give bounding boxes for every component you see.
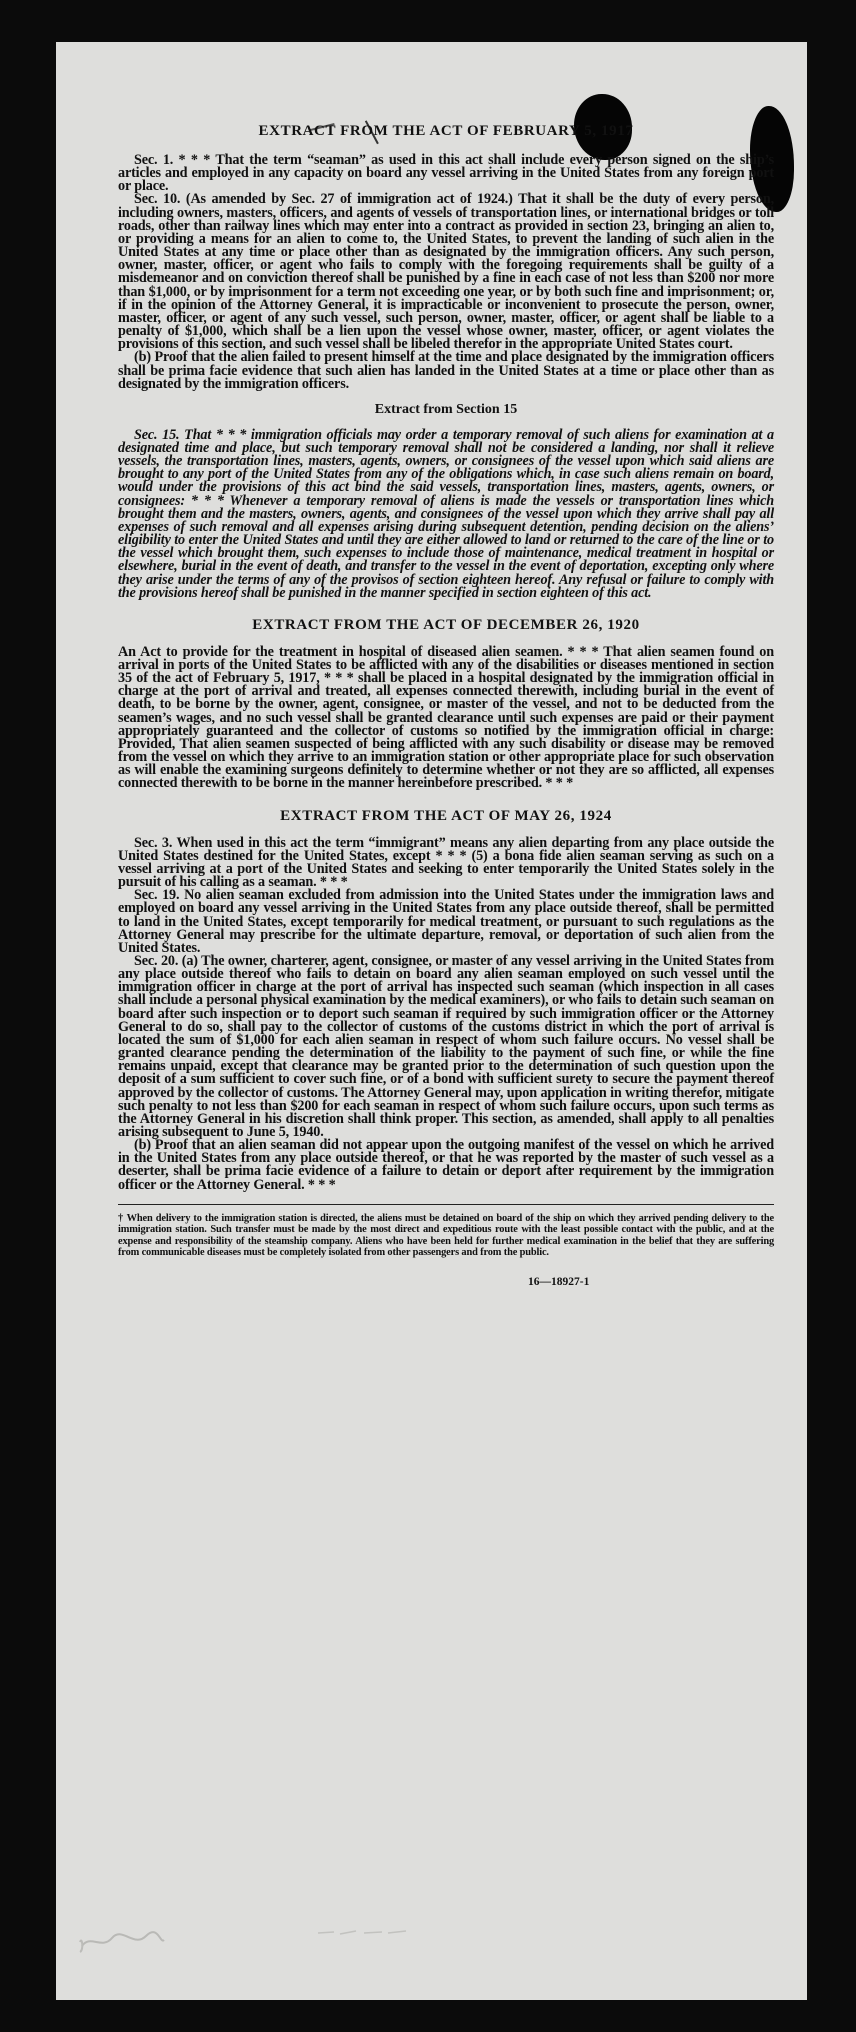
section-heading-1920: EXTRACT FROM THE ACT OF DECEMBER 26, 1920 <box>252 616 640 633</box>
paragraph-sec-10: Sec. 10. (As amended by Sec. 27 of immigration act of 1924.) That it shall be the duty of every person, including owners, masters, officers, and agents of vessels of transportation lines, or international bridges or toll roads, other than railway lines which may enter into a contract as provided in section 23, bringing an alien to, or providing a means for an alien to come to, the United States, to prevent the landing of such alien in the United States at any time or place other than as designated by the immigration officers. Any such person, owner, master, officer, or agent who fails to comply with the foregoing requirements shall be guilty of a misdemeanor and on conviction thereof shall be punished by a fine in each case of not less than $200 nor more than $1,000, or by imprisonment for a term not exceeding one year, or by both such fine and imprisonment; or, if in the opinion of the Attorney General, it is impracticable or inconvenient to prosecute the person, owner, master, officer, or agent of any such vessel, such person, owner, master, officer, or agent shall be liable to a penalty of $1,000, which shall be a lien upon the vessel whose owner, master, officer, or agent violates the provisions of this section, and such vessel shall be libeled therefor in the appropriate United States court. <box>118 191 774 353</box>
document-page <box>56 42 807 2000</box>
faint-stamp <box>76 1924 168 1956</box>
paragraph-sec-10b: (b) Proof that the alien failed to present himself at the time and place designated by the immigration officers shall be prima facie evidence that such alien has landed in the United States at a time or place other than as designated by the immigration officers. <box>118 349 774 392</box>
paragraph-sec-1: Sec. 1. * * * That the term “seaman” as used in this act shall include every person signed on the ship’s articles and employed in any capacity on board any vessel arriving in the United States from any foreign port or place. <box>118 152 774 195</box>
paragraph-sec-15: Sec. 15. That * * * immigration officials may order a temporary removal of such aliens for examination at a designated time and place, but such temporary removal shall not be considered a landing, nor shall it relieve vessels, the transportation lines, masters, agents, owners, or consignees of the vessel upon which said aliens are brought to any port of the United States from any of the obligations which, in case such aliens remain on board, would under the provisions of this act bind the said vessels, transportation lines, masters, agents, owners, or consignees: * * * Whenever a temporary removal of aliens is made the vessels or transportation lines which brought them and the masters, owners, agents, and consignees of the vessel upon which they arrive shall pay all expenses of such removal and all expenses arising during subsequent detention, pending decision on the aliens’ eligibility to enter the United States and until they are either allowed to land or returned to the care of the line or to the vessel which brought them, such expenses to include those of maintenance, medical treatment in hospital or elsewhere, burial in the event of death, and transfer to the vessel in the event of deportation, excepting only where they arise under the terms of any of the provisos of section eighteen hereof. Any refusal or failure to comply with the provisions hereof shall be punished in the manner specified in section eighteen of this act. <box>118 426 774 601</box>
section-heading-1917: EXTRACT FROM THE ACT OF FEBRUARY 5, 1917 <box>258 123 634 139</box>
footnote: † When delivery to the immigration station is directed, the aliens must be detained on board of the ship on which they arrived pending delivery to the immigration station. Such transfer must be made by the most direct and expeditious route with the least possible contact with the public, and at the expense and responsibility of the steamship company. Aliens who have been held for further medical examination in the belief that they are suffering from communicable diseases must be completely isolated from other passengers and from the public. <box>118 1212 774 1258</box>
subheading-section-15: Extract from Section 15 <box>374 401 518 417</box>
paragraph-sec-20a: Sec. 20. (a) The owner, charterer, agent, consignee, or master of any vessel arriving in the United States from any place outside thereof who fails to detain on board any alien seaman employed on such vessel until the immigration officer in charge at the port of arrival has inspected such seaman (which inspection in all cases shall include a personal physical examination by the medical examiners), or who fails to detain such seaman on board after such inspection or to deport such seaman if required by such immigration officer or the Attorney General to do so, shall pay to the collector of customs of the customs district in which the port of arrival is located the sum of $1,000 for each alien seaman in respect of whom such failure occurs. No vessel shall be granted clearance pending the determination of the liability to the payment of such fine, or while the fine remains unpaid, except that clearance may be granted prior to the determination of such question upon the deposit of a sum sufficient to cover such fine, or of a bond with sufficient surety to secure the payment thereof approved by the collector of customs. The Attorney General may, upon application in writing therefor, mitigate such penalty to not less than $200 for each seaman in respect of whom such failure occurs, upon such terms as the Attorney General in his discretion shall think proper. This section, as amended, shall apply to all penalties arising subsequent to June 5, 1940. <box>118 952 774 1140</box>
faint-pencil-notes <box>316 1926 426 1938</box>
paragraph-sec-20b: (b) Proof that an alien seaman did not appear upon the outgoing manifest of the vessel on which he arrived in the United States from any place outside thereof, or that he was reported by the master of such vessel as a deserter, shall be prima facie evidence of a failure to detain or deport after requirement by the immigration officer or the Attorney General. * * * <box>118 1137 774 1193</box>
paragraph-sec-3: Sec. 3. When used in this act the term “immigrant” means any alien departing from any place outside the United States destined for the United States, except * * * (5) a bona fide alien seaman serving as such on a vessel arriving at a port of the United States and seeking to enter temporarily the United States solely in the pursuit of his calling as a seaman. * * * <box>118 834 774 891</box>
form-number: 16—18927-1 <box>528 1276 590 1289</box>
document-body <box>118 120 774 1288</box>
paragraph-sec-19: Sec. 19. No alien seaman excluded from admission into the United States under the immigration laws and employed on board any vessel arriving in the United States from any place outside thereof, shall be permitted to land in the United States, except temporarily for medical treatment, or pursuant to such regulations as the Attorney General may prescribe for the ultimate departure, removal, or deportation of such alien from the United States. <box>118 887 774 956</box>
section-heading-1924: EXTRACT FROM THE ACT OF MAY 26, 1924 <box>280 807 612 824</box>
paragraph-act-1920: An Act to provide for the treatment in hospital of diseased alien seamen. * * * That alien seamen found on arrival in ports of the United States to be afflicted with any of the disabilities or diseases mentioned in section 35 of the act of February 5, 1917, * * * shall be placed in a hospital designated by the immigration official in charge at the port of arrival and treated, all expenses connected therewith, including burial in the event of death, to be borne by the owner, agent, consignee, or master of the vessel, and not to be deducted from the seamen’s wages, and no such vessel shall be granted clearance until such expenses are paid or their payment appropriately guaranteed and the collector of customs so notified by the immigration official in charge: Provided, That alien seamen suspected of being afflicted with any such disability or disease may be removed from the vessel on which they arrive to an immigration station or other appropriate place for such observation as will enable the examining surgeons definitely to determine whether or not they are so afflicted, all expenses connected therewith to be borne in the manner hereinbefore prescribed. * * * <box>118 643 774 792</box>
footnote-divider <box>118 1204 774 1205</box>
